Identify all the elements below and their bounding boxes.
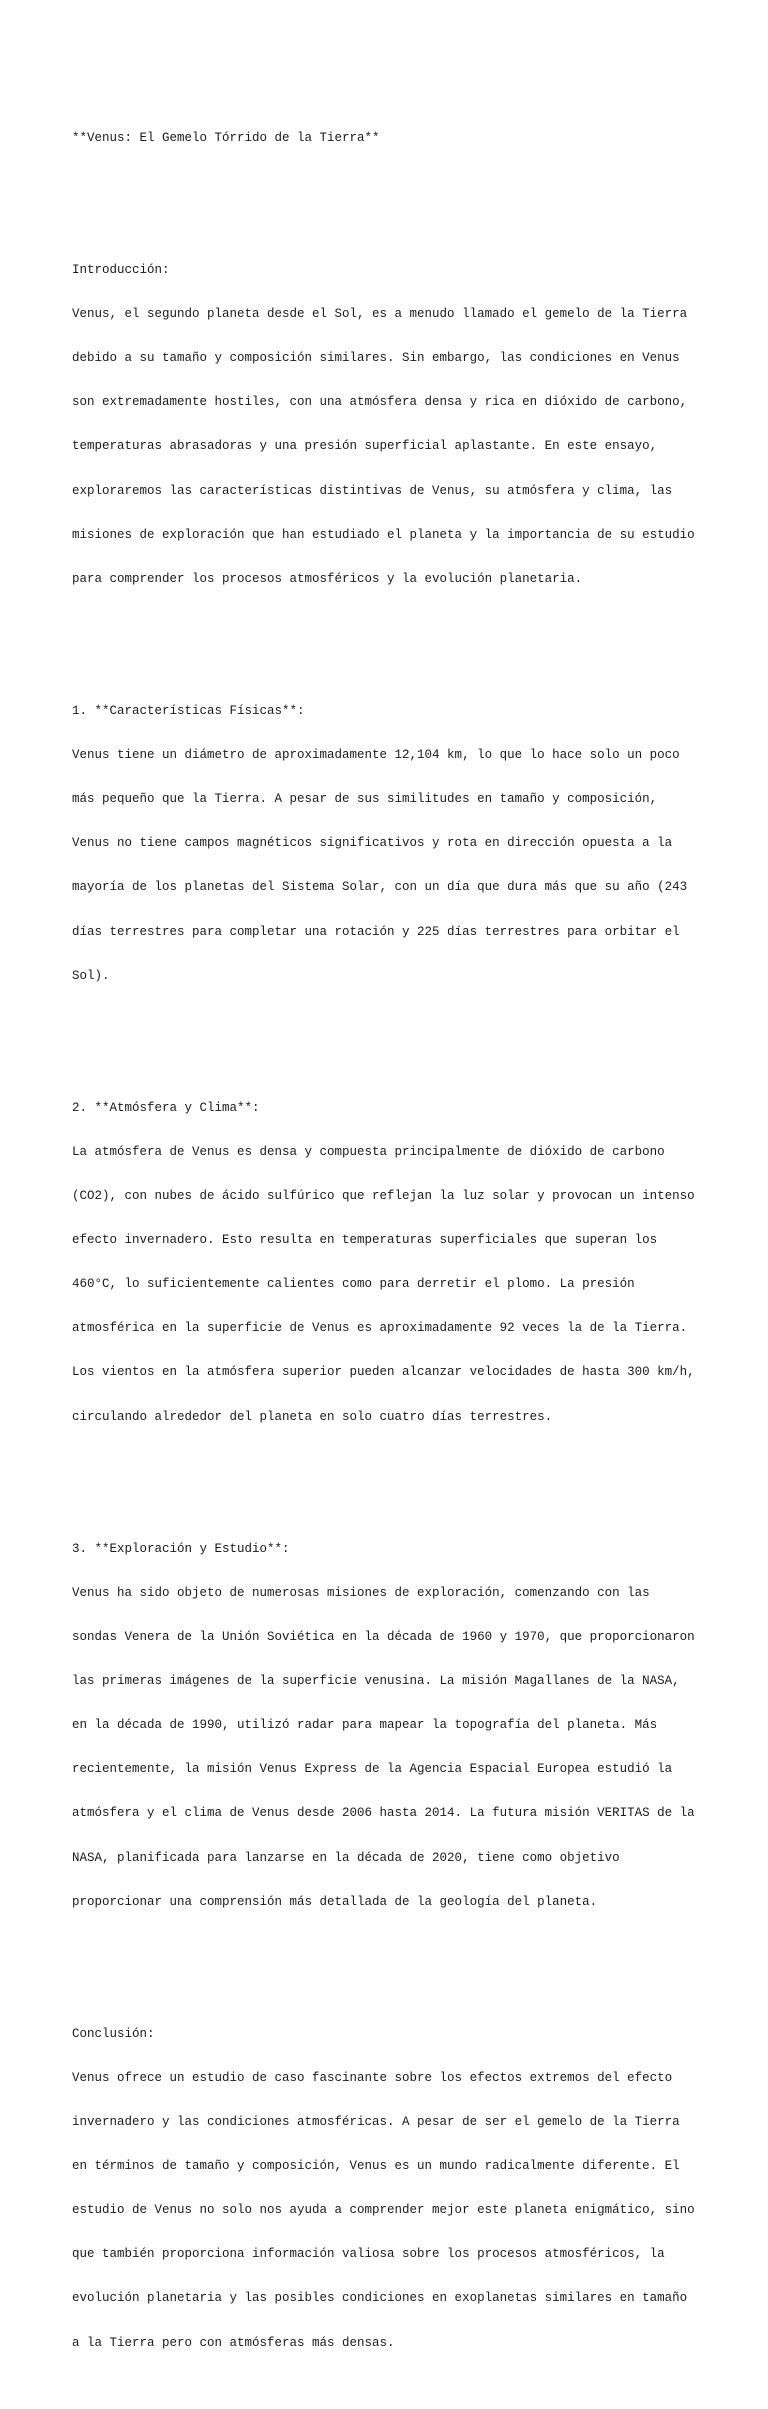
paragraph-line: debido a su tamaño y composición similares. Sin embargo, las condiciones en Venus <box>72 351 680 366</box>
paragraph-line: Venus no tiene campos magnéticos significativos y rota en dirección opuesta a la <box>72 836 673 851</box>
section-heading: Conclusión: <box>72 2026 155 2041</box>
paragraph-line: para comprender los procesos atmosféricos y la evolución planetaria. <box>72 571 583 586</box>
paragraph-line: Venus ofrece un estudio de caso fascinante sobre los efectos extremos del efecto <box>72 2071 673 2086</box>
paragraph-line: días terrestres para completar una rotación y 225 días terrestres para orbitar el <box>72 924 680 939</box>
paragraph-line: proporcionar una comprensión más detallada de la geología del planeta. <box>72 1894 598 1909</box>
paragraph-line: Venus, el segundo planeta desde el Sol, es a menudo llamado el gemelo de la Tierra <box>72 307 688 322</box>
paragraph-line: mayoría de los planetas del Sistema Solar, con un día que dura más que su año (243 <box>72 880 688 895</box>
section-conclusion <box>72 1998 712 2380</box>
paragraph-line: que también proporciona información valiosa sobre los procesos atmosféricos, la <box>72 2247 665 2262</box>
paragraph-line: sondas Venera de la Unión Soviética en la década de 1960 y 1970, que proporcionaron <box>72 1630 695 1645</box>
paragraph-line: efecto invernadero. Esto resulta en temperaturas superficiales que superan los <box>72 1233 658 1248</box>
section-heading: 1. **Características Físicas**: <box>72 704 305 719</box>
paragraph-line: NASA, planificada para lanzarse en la década de 2020, tiene como objetivo <box>72 1850 620 1865</box>
paragraph-line: recientemente, la misión Venus Express de la Agencia Espacial Europea estudió la <box>72 1762 673 1777</box>
paragraph-line: más pequeño que la Tierra. A pesar de sus similitudes en tamaño y composición, <box>72 792 658 807</box>
paragraph-line: (CO2), con nubes de ácido sulfúrico que reflejan la luz solar y provocan un intenso <box>72 1189 695 1204</box>
paragraph-line: Sol). <box>72 968 110 983</box>
paragraph-line: son extremadamente hostiles, con una atmósfera densa y rica en dióxido de carbono, <box>72 395 688 410</box>
document-title: **Venus: El Gemelo Tórrido de la Tierra** <box>72 130 380 145</box>
section-introduction <box>72 234 712 616</box>
paragraph-line: temperaturas abrasadoras y una presión superficial aplastante. En este ensayo, <box>72 439 658 454</box>
paragraph-line: a la Tierra pero con atmósferas más densas. <box>72 2335 395 2350</box>
paragraph-line: Los vientos en la atmósfera superior pueden alcanzar velocidades de hasta 300 km/h, <box>72 1365 695 1380</box>
paragraph-line: La atmósfera de Venus es densa y compuesta principalmente de dióxido de carbono <box>72 1145 665 1160</box>
section-heading: Introducción: <box>72 263 170 278</box>
document-title-block <box>72 101 712 175</box>
section-heading: 3. **Exploración y Estudio**: <box>72 1541 290 1556</box>
paragraph-line: Venus ha sido objeto de numerosas misiones de exploración, comenzando con las <box>72 1585 650 1600</box>
section-atmosphere-climate <box>72 1072 712 1454</box>
paragraph-line: las primeras imágenes de la superficie venusina. La misión Magallanes de la NASA, <box>72 1674 680 1689</box>
paragraph-line: 460°C, lo suficientemente calientes como para derretir el plomo. La presión <box>72 1277 635 1292</box>
paragraph-line: exploraremos las características distintivas de Venus, su atmósfera y clima, las <box>72 483 673 498</box>
paragraph-line: evolución planetaria y las posibles condiciones en exoplanetas similares en tamaño <box>72 2291 688 2306</box>
paragraph-line: atmosférica en la superficie de Venus es aproximadamente 92 veces la de la Tierra. <box>72 1321 688 1336</box>
section-heading: 2. **Atmósfera y Clima**: <box>72 1100 260 1115</box>
section-physical-characteristics <box>72 675 712 1013</box>
paragraph-line: circulando alrededor del planeta en solo cuatro días terrestres. <box>72 1409 553 1424</box>
paragraph-line: en términos de tamaño y composición, Venus es un mundo radicalmente diferente. El <box>72 2159 680 2174</box>
paragraph-line: invernadero y las condiciones atmosféricas. A pesar de ser el gemelo de la Tierra <box>72 2115 680 2130</box>
paragraph-line: Venus tiene un diámetro de aproximadamente 12,104 km, lo que lo hace solo un poco <box>72 748 680 763</box>
paragraph-line: misiones de exploración que han estudiado el planeta y la importancia de su estudio <box>72 527 695 542</box>
document-page <box>72 72 712 2409</box>
paragraph-line: atmósfera y el clima de Venus desde 2006 hasta 2014. La futura misión VERITAS de la <box>72 1806 695 1821</box>
paragraph-line: en la década de 1990, utilizó radar para mapear la topografía del planeta. Más <box>72 1718 658 1733</box>
paragraph-line: estudio de Venus no solo nos ayuda a comprender mejor este planeta enigmático, sino <box>72 2203 695 2218</box>
section-exploration-study <box>72 1512 712 1938</box>
